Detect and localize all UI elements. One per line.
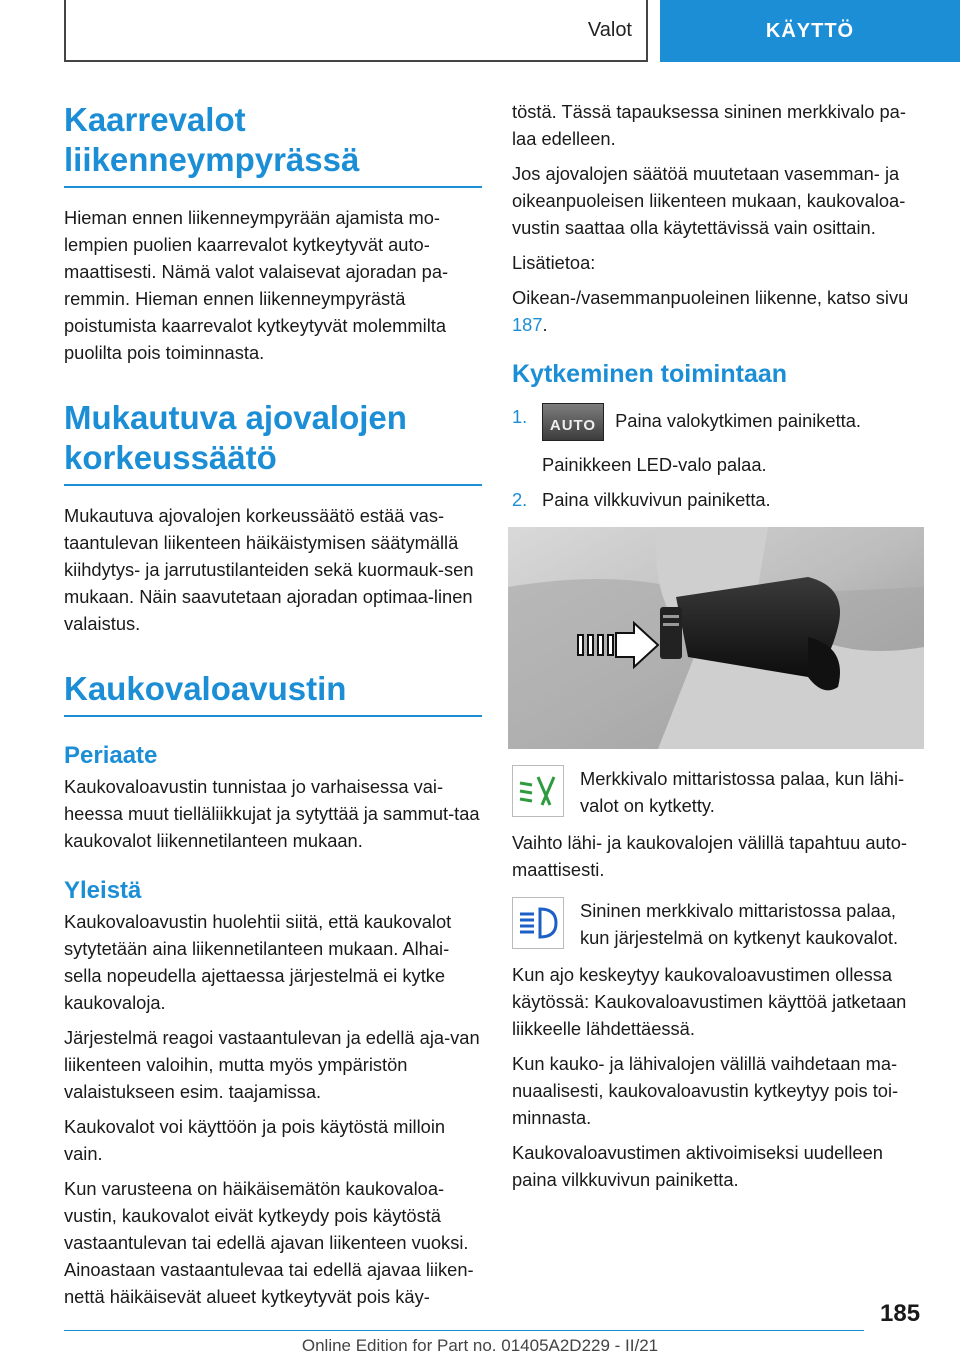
footer-edition: Online Edition for Part no. 01405A2D229 - II/21 (301, 1336, 659, 1355)
high-beam-indicator-icon (512, 897, 564, 949)
paragraph-reference (512, 284, 924, 338)
auto-button-icon (542, 403, 604, 441)
right-column (512, 98, 924, 1201)
page-number: 185 (880, 1300, 921, 1327)
footer-divider (64, 1330, 864, 1331)
header-section-box (64, 0, 648, 62)
reference-text: Oikean-/vasemmanpuoleinen liikenne, katso sivu (512, 287, 909, 308)
paragraph-automatic-switch: Vaihto lähi- ja kaukovalojen välillä tapahtuu auto-maattisesti. (512, 832, 907, 880)
paragraph-manual: Kun kauko- ja lähivalojen välillä vaihdetaan ma-nuaalisesti, kaukovaloavustin kytkeytyy pois toi-minnasta. (512, 1053, 899, 1128)
paragraph-interrupt: Kun ajo keskeytyy kaukovaloavustimen ollessa käytössä: Kaukovaloavustimen käyttöä jatketaan liikkeelle lähdettäessä. (512, 964, 907, 1039)
paragraph-traffic-side: Jos ajovalojen säätöä muutetaan vasemman- ja oikeanpuoleisen liikenteen mukaan, kaukovaloa-vustin saattaa olla käytettävissä vain osittain. (512, 163, 906, 238)
high-beam-indicator-text: Sininen merkkivalo mittaristossa palaa, kun järjestelmä on kytkenyt kaukovalot. (580, 900, 899, 948)
step-2 (512, 486, 924, 513)
low-beam-indicator-text: Merkkivalo mittaristossa palaa, kun lähi-valot on kytketty. (580, 768, 905, 816)
low-beam-indicator-row (512, 765, 924, 819)
high-beam-indicator-row (512, 897, 924, 951)
header-section-title: Valot (587, 18, 632, 41)
header-chapter-tab[interactable] (660, 0, 960, 62)
paragraph-general-4: Kun varusteena on häikäisemätön kaukovaloa-vustin, kaukovalot eivät kytkeydy pois käytöstä vastaantulevan tai edellä ajavan liikenteen vuoksi. Ainoastaan vastaantulevaa tai edellä ajavaa liiken-nettä häikäisevät alueet kytkeytyvät pois käy- (64, 1178, 474, 1307)
heading-high-beam-assistant: Kaukovaloavustin (64, 669, 482, 717)
paragraph-principle: Kaukovaloavustin tunnistaa jo varhaisessa vai-heessa muut tielläliikkujat ja sytyttää ja sammut-taa kaukovalot liikennetilanteen mukaan. (64, 776, 480, 851)
subheading-general: Yleistä (64, 877, 142, 904)
page-reference-link[interactable]: 187 (512, 314, 543, 335)
left-column (64, 100, 482, 1318)
turn-signal-lever-illustration (508, 527, 924, 749)
reference-end: . (542, 314, 548, 335)
heading-adaptive-leveling: Mukautuva ajovalojen korkeussäätö (64, 398, 482, 486)
step-1 (512, 403, 924, 478)
step-1-number: 1. (512, 406, 528, 427)
paragraph-adaptive: Mukautuva ajovalojen korkeussäätö estää vas-taantulevan liikenteen häikäistymisen säätymällä kiihdytys- ja jarrutustilanteiden sekä kuormauk-sen mukaan. Näin saavutetaan ajoradan optimaa-linen valaistus. (64, 505, 474, 634)
paragraph-general-3: Kaukovalot voi käyttöön ja pois käytöstä milloin vain. (64, 1116, 446, 1164)
lever-image (508, 527, 924, 749)
step-2-text: Paina vilkkuvivun painiketta. (542, 489, 771, 510)
low-beam-indicator-icon (512, 765, 564, 817)
step-2-number: 2. (512, 489, 528, 510)
step-1-text: Paina valokytkimen painiketta. (615, 409, 862, 431)
paragraph-cornering: Hieman ennen liikenneympyrään ajamista mo-lempien puolien kaarrevalot kytkeytyvät auto-maattisesti. Nämä valot valaisevat ajoradan pa-remmin. Hieman ennen liikenneympyrästä poistumista kaarrevalot kytkeytyvät molemmilta puolilta pois toiminnasta. (64, 207, 449, 363)
heading-activation: Kytkeminen toimintaan (512, 360, 788, 388)
auto-button-label: AUTO (549, 417, 597, 434)
paragraph-reactivate: Kaukovaloavustimen aktivoimiseksi uudelleen paina vilkkuvivun painiketta. (512, 1142, 883, 1190)
paragraph-general-2: Järjestelmä reagoi vastaantulevan ja edellä aja-van liikenteen valoihin, mutta myös ympäristön valaistukseen esim. taajamissa. (64, 1027, 480, 1102)
paragraph-general-1: Kaukovaloavustin huolehtii siitä, että kaukovalot sytytetään aina liikennetilanteen mukaan. Alhai-sella nopeudella ajettaessa järjestelmä ei kytke kaukovaloja. (64, 911, 452, 1013)
subheading-principle: Periaate (64, 742, 158, 769)
paragraph-more-info: Lisätietoa: (512, 252, 596, 273)
paragraph-continued: töstä. Tässä tapauksessa sininen merkkivalo pa-laa edelleen. (512, 101, 906, 149)
step-1-subtext: Painikkeen LED-valo palaa. (542, 454, 767, 475)
heading-cornering-lights: Kaarrevalot liikenneympyrässä (64, 100, 482, 188)
header-chapter-label: KÄYTTÖ (765, 19, 855, 42)
